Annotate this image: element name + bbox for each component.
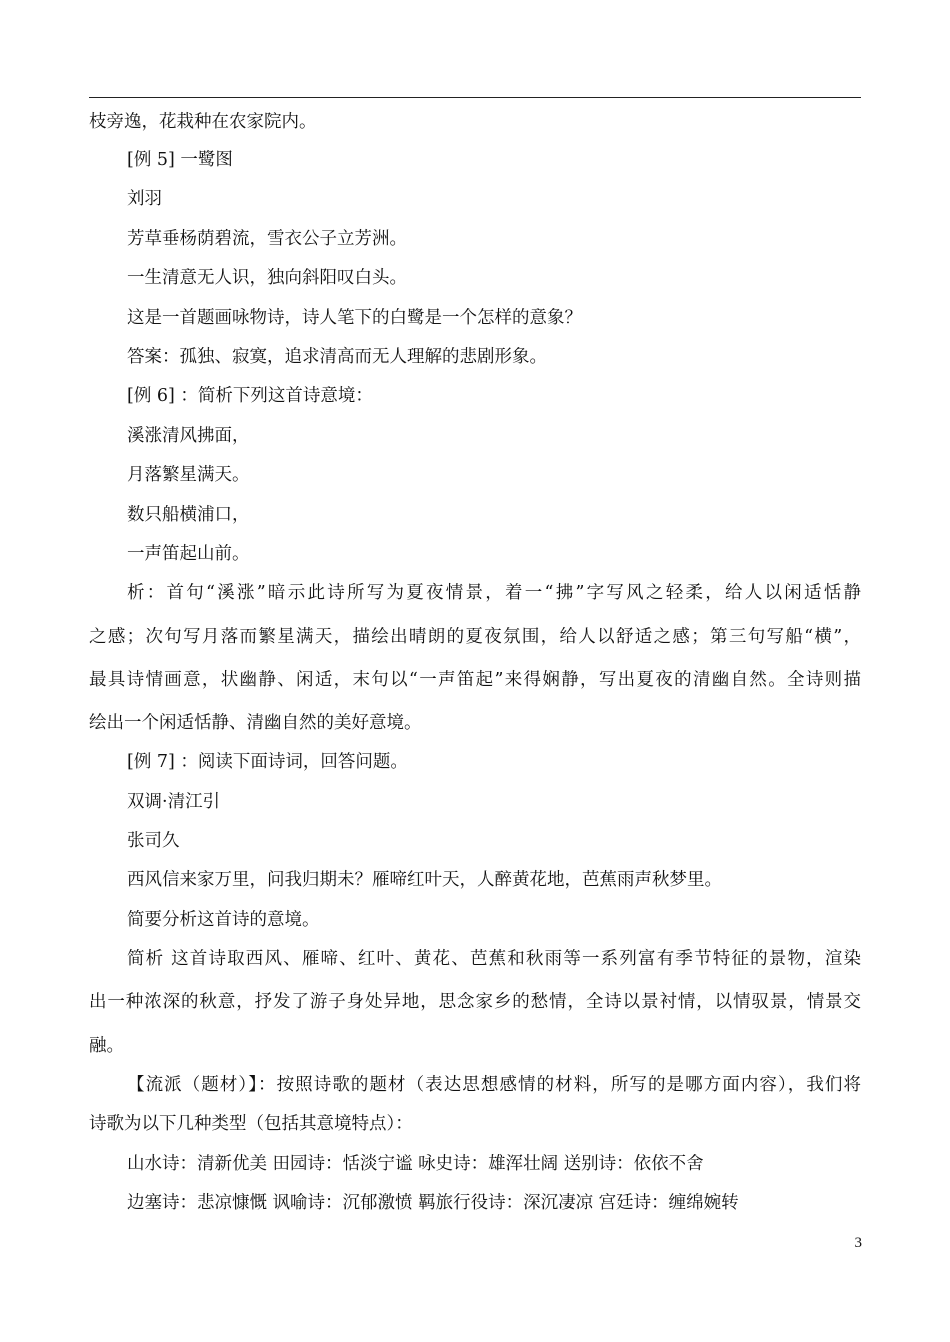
question-text: 简要分析这首诗的意境。 bbox=[127, 910, 320, 930]
genre-list: 山水诗：清新优美 田园诗：恬淡宁谧 咏史诗：雄浑壮阔 送别诗：依依不舍 bbox=[127, 1154, 704, 1174]
analysis-text: 析：首句“溪涨”暗示此诗所写为夏夜情景，着一“拂”字写风之轻柔，给人以闲适恬静 bbox=[127, 583, 861, 603]
text-line: 枝旁逸，花栽种在农家院内。 bbox=[89, 112, 317, 132]
genre-intro: 诗歌为以下几种类型（包括其意境特点）： bbox=[89, 1114, 413, 1134]
poem-author: 张司久 bbox=[127, 831, 180, 851]
answer-text: 答案：孤独、寂寞，追求清高而无人理解的悲剧形象。 bbox=[127, 347, 547, 367]
genre-intro: 【流派（题材）】：按照诗歌的题材（表达思想感情的材料，所写的是哪方面内容），我们将 bbox=[127, 1075, 861, 1095]
poem-line: 数只船横浦口， bbox=[127, 505, 250, 525]
poem-line: 西风信来家万里，问我归期未？雁啼红叶天，人醉黄花地，芭蕉雨声秋梦里。 bbox=[127, 870, 722, 890]
genre-list: 边塞诗：悲凉慷慨 讽喻诗：沉郁激愤 羁旅行役诗：深沉凄凉 宫廷诗：缠绵婉转 bbox=[127, 1193, 739, 1213]
poem-line: 芳草垂杨荫碧流，雪衣公子立芳洲。 bbox=[127, 229, 407, 249]
poem-line: 一声笛起山前。 bbox=[127, 544, 250, 564]
example-heading: [例 6] ：简析下列这首诗意境： bbox=[127, 386, 373, 406]
poem-line: 月落繁星满天。 bbox=[127, 465, 250, 485]
example-heading: [例 5] 一鹭图 bbox=[127, 150, 233, 170]
poem-line: 一生清意无人识，独向斜阳叹白头。 bbox=[127, 268, 407, 288]
analysis-text: 绘出一个闲适恬静、清幽自然的美好意境。 bbox=[89, 713, 422, 733]
poem-line: 溪涨清风拂面， bbox=[127, 426, 250, 446]
page-number: 3 bbox=[854, 1235, 862, 1251]
header-rule bbox=[89, 97, 861, 98]
poem-title: 双调·清江引 bbox=[127, 792, 221, 812]
question-text: 这是一首题画咏物诗，诗人笔下的白鹭是一个怎样的意象？ bbox=[127, 308, 582, 328]
analysis-text: 之感；次句写月落而繁星满天，描绘出晴朗的夏夜氛围，给人以舒适之感；第三句写船“横”， bbox=[89, 627, 861, 647]
poem-author: 刘羽 bbox=[127, 189, 162, 209]
example-heading: [例 7] ：阅读下面诗词，回答问题。 bbox=[127, 752, 408, 772]
analysis-text: 简析 这首诗取西风、雁啼、红叶、黄花、芭蕉和秋雨等一系列富有季节特征的景物，渲染 bbox=[127, 949, 861, 969]
analysis-text: 最具诗情画意，状幽静、闲适，末句以“一声笛起”来得娴静，写出夏夜的清幽自然。全诗则描 bbox=[89, 670, 861, 690]
analysis-text: 融。 bbox=[89, 1036, 124, 1056]
analysis-text: 出一种浓深的秋意，抒发了游子身处异地，思念家乡的愁情，全诗以景衬情，以情驭景，情景交 bbox=[89, 992, 861, 1012]
